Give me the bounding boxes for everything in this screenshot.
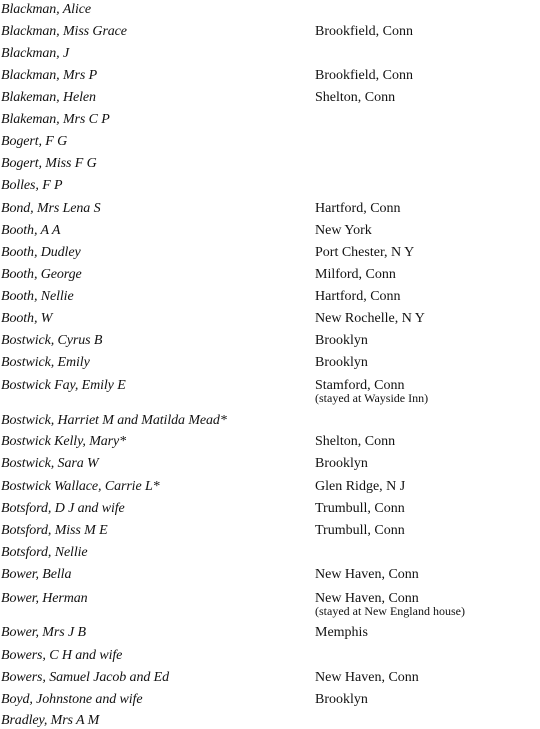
guest-name: Booth, A A	[1, 223, 61, 238]
guest-name: Blackman, Mrs P	[1, 68, 98, 83]
guest-hometown: Brooklyn	[315, 456, 368, 471]
guest-name: Bostwick, Harriet M and Matilda Mead*	[1, 413, 227, 428]
guest-name: Bostwick Kelly, Mary*	[1, 434, 127, 449]
guest-hometown: Shelton, Conn	[315, 90, 396, 105]
guest-name: Booth, Dudley	[1, 245, 81, 260]
guest-name: Blackman, Miss Grace	[1, 24, 127, 39]
guest-name: Booth, Nellie	[1, 289, 74, 304]
guest-name: Blackman, Alice	[1, 2, 91, 17]
guest-name: Booth, W	[1, 311, 53, 326]
guest-name: Botsford, D J and wife	[1, 501, 125, 516]
guest-name: Bostwick, Sara W	[1, 456, 99, 471]
guest-name: Botsford, Miss M E	[1, 523, 108, 538]
guest-name: Botsford, Nellie	[1, 545, 88, 560]
guest-hometown: Trumbull, Conn	[315, 501, 405, 516]
guest-name: Blakeman, Mrs C P	[1, 112, 110, 127]
guest-hometown: Milford, Conn	[315, 267, 396, 282]
guest-name: Bower, Mrs J B	[1, 625, 86, 640]
guest-name: Blakeman, Helen	[1, 90, 96, 105]
guest-hometown: New York	[315, 223, 372, 238]
lodging-note: (stayed at New England house)	[315, 604, 465, 618]
guest-hometown: Hartford, Conn	[315, 201, 401, 216]
guest-name: Bogert, F G	[1, 134, 68, 149]
guest-name: Bradley, Mrs A M	[1, 713, 100, 728]
guest-hometown: Trumbull, Conn	[315, 523, 405, 538]
guest-hometown: Memphis	[315, 625, 368, 640]
guest-name: Bower, Bella	[1, 567, 72, 582]
guest-hometown: New Haven, Conn	[315, 567, 419, 582]
guest-hometown: Brooklyn	[315, 355, 368, 370]
lodging-note: (stayed at Wayside Inn)	[315, 391, 429, 405]
guest-hometown: Brooklyn	[315, 333, 368, 348]
guest-hometown: Port Chester, N Y	[315, 245, 415, 260]
guest-name: Bond, Mrs Lena S	[1, 201, 101, 216]
guest-hometown: Shelton, Conn	[315, 434, 396, 449]
guest-name: Bower, Herman	[1, 591, 88, 606]
guest-hometown: Brookfield, Conn	[315, 68, 413, 83]
guest-name: Bostwick Wallace, Carrie L*	[1, 479, 160, 494]
guest-hometown: Brookfield, Conn	[315, 24, 413, 39]
guest-hometown: New Haven, Conn	[315, 591, 419, 606]
guest-name: Bowers, C H and wife	[1, 648, 123, 663]
guest-name: Blackman, J	[1, 46, 70, 61]
guest-name: Bowers, Samuel Jacob and Ed	[1, 670, 169, 685]
guest-hometown: Glen Ridge, N J	[315, 479, 406, 494]
guest-hometown: New Rochelle, N Y	[315, 311, 425, 326]
guest-name: Bolles, F P	[1, 178, 63, 193]
guest-name: Bostwick, Emily	[1, 355, 90, 370]
guest-name: Bostwick, Cyrus B	[1, 333, 103, 348]
guest-name: Bostwick Fay, Emily E	[1, 378, 126, 393]
guest-name: Booth, George	[1, 267, 82, 282]
guest-hometown: Brooklyn	[315, 692, 368, 707]
guest-name: Bogert, Miss F G	[1, 156, 97, 171]
guest-hometown: Stamford, Conn	[315, 378, 405, 393]
guest-hometown: Hartford, Conn	[315, 289, 401, 304]
guest-hometown: New Haven, Conn	[315, 670, 419, 685]
guest-name: Boyd, Johnstone and wife	[1, 692, 143, 707]
